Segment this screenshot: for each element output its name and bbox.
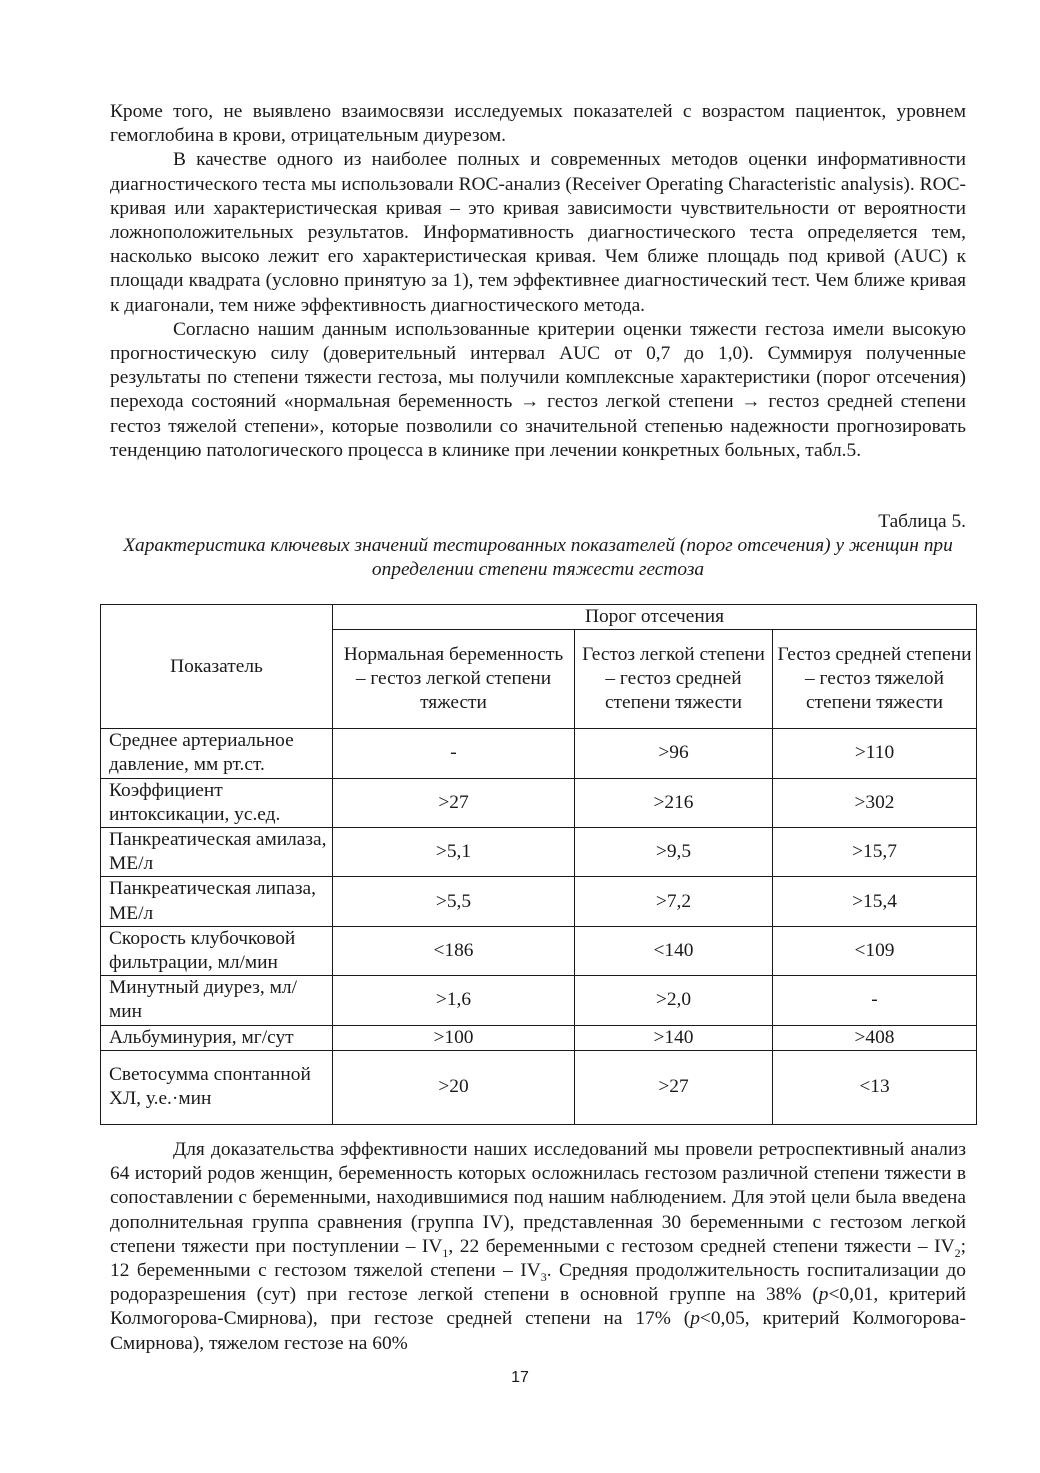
- subscript: 3: [540, 1269, 547, 1284]
- table-row: [101, 877, 977, 926]
- table-row: [101, 729, 977, 778]
- cell-value: >15,4: [773, 877, 977, 926]
- table-row: [101, 976, 977, 1025]
- data-table: [100, 604, 977, 1125]
- cell-value: <13: [773, 1050, 977, 1124]
- table-row: [101, 778, 977, 827]
- cell-value: >15,7: [773, 828, 977, 877]
- text-run: Для доказательства эффективности наших исследований мы провели ретроспективный анализ 64 историй родов женщин, беременность которых осложнилась гестозом различной степени тяжести в сопоставлении с беременными, находившимися под нашим наблюдением. Для этой цели была введена дополнительная группа сравнения (группа IV), представленная 30 беременными с гестозом легкой степени тяжести при поступлении – IV: [110, 1139, 966, 1257]
- row-name: Скорость клубочковой фильтрации, мл/мин: [101, 926, 333, 975]
- column-header: Гестоз средней степени – гестоз тяжелой степени тяжести: [773, 630, 977, 729]
- header-group: Порог отсечения: [333, 605, 977, 630]
- p-value-symbol: p: [690, 1308, 700, 1330]
- cell-value: >302: [773, 778, 977, 827]
- subscript: 1: [442, 1245, 449, 1260]
- cell-value: >110: [773, 729, 977, 778]
- body-text-bottom: [110, 1138, 966, 1356]
- row-name: Минутный диурез, мл/мин: [101, 976, 333, 1025]
- cell-value: >27: [575, 1050, 773, 1124]
- text-run: <0,05, критерий Колмогорова-Смирнова), тяжелом гестозе на 60%: [110, 1308, 966, 1354]
- text-run: , 22 беременными с гестозом средней степени тяжести – IV: [448, 1235, 955, 1257]
- cell-value: <109: [773, 926, 977, 975]
- cell-value: >9,5: [575, 828, 773, 877]
- body-text-top: [110, 100, 966, 463]
- row-name: Панкреатическая липаза, МЕ/л: [101, 877, 333, 926]
- table-label: Таблица 5.: [878, 511, 966, 532]
- text-run: <0,01, критерий Колмогорова-Смирнова), при гестозе средней степени на 17% (: [110, 1284, 966, 1330]
- row-name: Светосумма спонтанной ХЛ, у.е.·мин: [101, 1050, 333, 1124]
- row-name: Панкреатическая амилаза, МЕ/л: [101, 828, 333, 877]
- cell-value: >2,0: [575, 976, 773, 1025]
- cell-value: >7,2: [575, 877, 773, 926]
- row-name: Среднее артериальное давление, мм рт.ст.: [101, 729, 333, 778]
- cell-value: >5,5: [333, 877, 575, 926]
- cell-value: <140: [575, 926, 773, 975]
- table-row: [101, 926, 977, 975]
- header-indicator: Показатель: [101, 605, 333, 729]
- page-number: 17: [511, 1369, 529, 1386]
- cell-value: >1,6: [333, 976, 575, 1025]
- table-caption: Характеристика ключевых значений тестированных показателей (порог отсечения) у женщин при определении степени тяжести гестоза: [123, 535, 953, 581]
- column-header: Гестоз легкой степени – гестоз средней степени тяжести: [575, 630, 773, 729]
- table-row: [101, 1025, 977, 1050]
- subscript: 2: [954, 1245, 961, 1260]
- paragraph: Кроме того, не выявлено взаимосвязи исследуемых показателей с возрастом пациенток, уровнем гемоглобина в крови, отрицательным диурезом.: [110, 101, 966, 147]
- text-run: ; 12 беременными с гестозом тяжелой степени – IV: [110, 1235, 966, 1282]
- cell-value: >216: [575, 778, 773, 827]
- cell-value: >140: [575, 1025, 773, 1050]
- row-name: Коэффициент интоксикации, ус.ед.: [101, 778, 333, 827]
- row-name: Альбуминурия, мг/сут: [101, 1025, 333, 1050]
- cell-value: <186: [333, 926, 575, 975]
- cell-value: -: [773, 976, 977, 1025]
- column-header: Нормальная беременность – гестоз легкой степени тяжести: [333, 630, 575, 729]
- cell-value: >96: [575, 729, 773, 778]
- paragraph: [110, 1138, 966, 1356]
- table-header-row: [101, 605, 977, 630]
- cell-value: >20: [333, 1050, 575, 1124]
- cell-value: >408: [773, 1025, 977, 1050]
- cell-value: >100: [333, 1025, 575, 1050]
- paragraph: Согласно нашим данным использованные критерии оценки тяжести гестоза имели высокую прогностическую силу (доверительный интервал AUC от 0,7 до 1,0). Суммируя полученные результаты по степени тяжести гестоза, мы получили комплексные характеристики (порог отсечения) перехода состояний «нормальная беременность → гестоз легкой степени → гестоз средней степени гестоз тяжелой степени», которые позволили со значительной степенью надежности прогнозировать тенденцию патологического процесса в клинике при лечении конкретных больных, табл.5.: [110, 318, 966, 461]
- text-run: . Средняя продолжительность госпитализации до родоразрешения (сут) при гестозе легкой степени в основной группе на 38% (: [110, 1260, 966, 1306]
- table-row: [101, 1050, 977, 1124]
- paragraph: В качестве одного из наиболее полных и современных методов оценки информативности диагностического теста мы использовали ROC-анализ (Receiver Operating Characteristic analysis). ROC-кривая или характеристическая кривая – это кривая зависимости чувствительности от вероятности ложноположительных результатов. Информативность диагностического теста определяется тем, насколько высоко лежит его характеристическая кривая. Чем ближе площадь под кривой (AUC) к площади квадрата (условно принятую за 1), тем эффективнее диагностический тест. Чем ближе кривая к диагонали, тем ниже эффективность диагностического метода.: [110, 149, 966, 316]
- cell-value: >5,1: [333, 828, 575, 877]
- cell-value: >27: [333, 778, 575, 827]
- cell-value: -: [333, 729, 575, 778]
- table-row: [101, 828, 977, 877]
- p-value-symbol: p: [818, 1284, 829, 1306]
